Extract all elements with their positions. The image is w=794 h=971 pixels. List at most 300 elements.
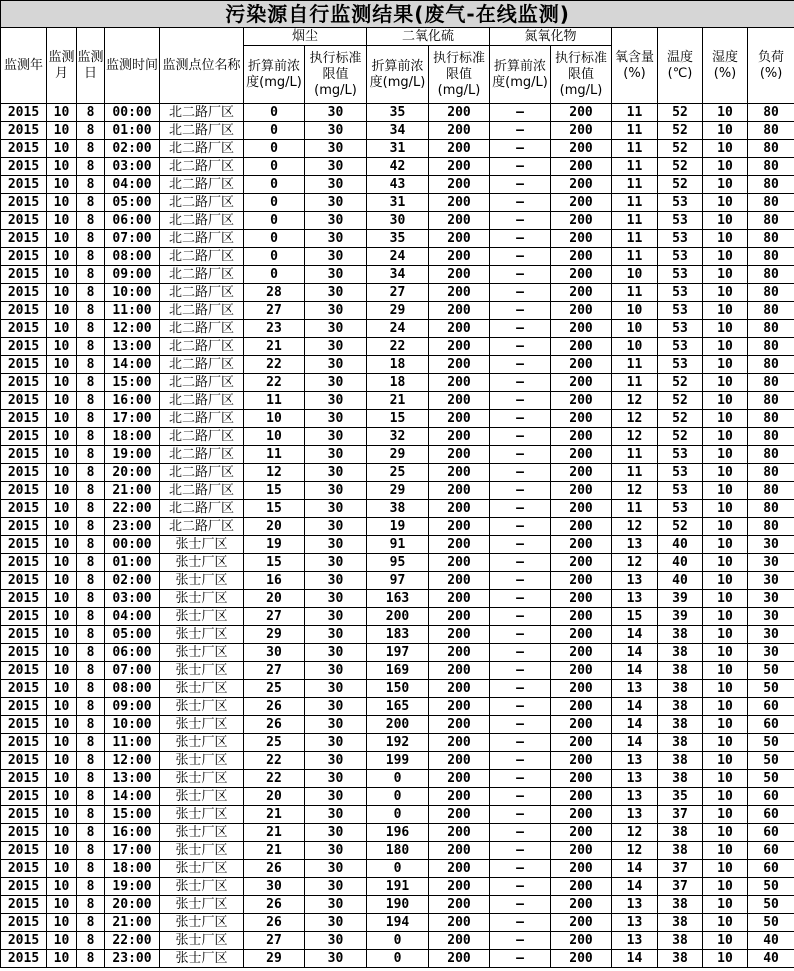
cell-nox-limit: 200 <box>551 266 612 284</box>
cell-nox-concentration: — <box>490 518 551 536</box>
cell-time: 04:00 <box>105 608 160 626</box>
cell-month: 10 <box>47 464 77 482</box>
cell-temperature: 38 <box>658 698 703 716</box>
cell-nox-concentration: — <box>490 302 551 320</box>
cell-day: 8 <box>77 914 105 932</box>
cell-year: 2015 <box>1 446 47 464</box>
cell-smoke-concentration: 28 <box>244 284 305 302</box>
cell-month: 10 <box>47 824 77 842</box>
table-row <box>1 302 794 320</box>
cell-site: 张士厂区 <box>160 806 244 824</box>
cell-time: 21:00 <box>105 914 160 932</box>
cell-day: 8 <box>77 248 105 266</box>
cell-year: 2015 <box>1 644 47 662</box>
cell-humidity: 10 <box>703 878 748 896</box>
cell-so2-concentration: 24 <box>367 248 429 266</box>
cell-month: 10 <box>47 914 77 932</box>
cell-temperature: 38 <box>658 914 703 932</box>
cell-so2-limit: 200 <box>429 320 490 338</box>
cell-month: 10 <box>47 356 77 374</box>
table-row <box>1 356 794 374</box>
cell-load: 80 <box>748 464 794 482</box>
cell-month: 10 <box>47 302 77 320</box>
cell-time: 01:00 <box>105 122 160 140</box>
cell-nox-concentration: — <box>490 338 551 356</box>
cell-year: 2015 <box>1 734 47 752</box>
cell-so2-limit: 200 <box>429 338 490 356</box>
cell-time: 06:00 <box>105 212 160 230</box>
header-smoke-group: 烟尘 <box>244 28 367 46</box>
cell-so2-concentration: 32 <box>367 428 429 446</box>
cell-nox-concentration: — <box>490 932 551 950</box>
cell-oxygen: 11 <box>612 284 658 302</box>
cell-smoke-limit: 30 <box>305 230 367 248</box>
table-row <box>1 338 794 356</box>
cell-day: 8 <box>77 752 105 770</box>
cell-month: 10 <box>47 950 77 968</box>
header-site: 监测点位名称 <box>160 28 244 104</box>
cell-so2-limit: 200 <box>429 932 490 950</box>
cell-day: 8 <box>77 590 105 608</box>
cell-year: 2015 <box>1 698 47 716</box>
cell-humidity: 10 <box>703 644 748 662</box>
cell-so2-limit: 200 <box>429 572 490 590</box>
cell-site: 北二路厂区 <box>160 194 244 212</box>
cell-smoke-concentration: 10 <box>244 428 305 446</box>
cell-load: 80 <box>748 194 794 212</box>
cell-temperature: 38 <box>658 770 703 788</box>
cell-so2-limit: 200 <box>429 266 490 284</box>
cell-smoke-limit: 30 <box>305 950 367 968</box>
cell-year: 2015 <box>1 212 47 230</box>
cell-so2-limit: 200 <box>429 356 490 374</box>
cell-humidity: 10 <box>703 284 748 302</box>
cell-day: 8 <box>77 176 105 194</box>
cell-temperature: 37 <box>658 860 703 878</box>
cell-humidity: 10 <box>703 410 748 428</box>
cell-temperature: 38 <box>658 644 703 662</box>
cell-so2-concentration: 190 <box>367 896 429 914</box>
cell-oxygen: 10 <box>612 320 658 338</box>
cell-oxygen: 12 <box>612 554 658 572</box>
cell-nox-limit: 200 <box>551 392 612 410</box>
cell-smoke-concentration: 26 <box>244 896 305 914</box>
cell-smoke-concentration: 27 <box>244 608 305 626</box>
cell-smoke-concentration: 27 <box>244 932 305 950</box>
cell-month: 10 <box>47 590 77 608</box>
cell-temperature: 53 <box>658 320 703 338</box>
cell-humidity: 10 <box>703 860 748 878</box>
cell-nox-concentration: — <box>490 680 551 698</box>
cell-smoke-limit: 30 <box>305 446 367 464</box>
cell-smoke-concentration: 11 <box>244 446 305 464</box>
cell-nox-concentration: — <box>490 122 551 140</box>
cell-so2-concentration: 180 <box>367 842 429 860</box>
cell-day: 8 <box>77 842 105 860</box>
cell-day: 8 <box>77 932 105 950</box>
cell-day: 8 <box>77 608 105 626</box>
cell-load: 80 <box>748 302 794 320</box>
cell-smoke-limit: 30 <box>305 662 367 680</box>
cell-time: 11:00 <box>105 302 160 320</box>
cell-so2-concentration: 34 <box>367 122 429 140</box>
cell-oxygen: 11 <box>612 194 658 212</box>
table-row <box>1 536 794 554</box>
cell-nox-concentration: — <box>490 464 551 482</box>
cell-so2-limit: 200 <box>429 194 490 212</box>
cell-site: 张士厂区 <box>160 554 244 572</box>
cell-so2-limit: 200 <box>429 374 490 392</box>
cell-day: 8 <box>77 356 105 374</box>
header-so2-concentration: 折算前浓度(mg/L) <box>367 46 429 104</box>
cell-humidity: 10 <box>703 374 748 392</box>
cell-time: 07:00 <box>105 230 160 248</box>
cell-humidity: 10 <box>703 194 748 212</box>
cell-month: 10 <box>47 392 77 410</box>
cell-smoke-limit: 30 <box>305 392 367 410</box>
cell-time: 08:00 <box>105 248 160 266</box>
cell-so2-limit: 200 <box>429 248 490 266</box>
cell-nox-concentration: — <box>490 590 551 608</box>
cell-smoke-limit: 30 <box>305 788 367 806</box>
cell-month: 10 <box>47 770 77 788</box>
cell-load: 80 <box>748 140 794 158</box>
cell-nox-limit: 200 <box>551 158 612 176</box>
cell-so2-concentration: 29 <box>367 482 429 500</box>
cell-smoke-concentration: 12 <box>244 464 305 482</box>
cell-time: 01:00 <box>105 554 160 572</box>
cell-month: 10 <box>47 338 77 356</box>
table-row <box>1 662 794 680</box>
cell-so2-concentration: 169 <box>367 662 429 680</box>
cell-oxygen: 11 <box>612 464 658 482</box>
cell-so2-limit: 200 <box>429 824 490 842</box>
cell-load: 60 <box>748 842 794 860</box>
cell-year: 2015 <box>1 230 47 248</box>
cell-so2-limit: 200 <box>429 428 490 446</box>
cell-nox-concentration: — <box>490 914 551 932</box>
cell-smoke-limit: 30 <box>305 194 367 212</box>
cell-day: 8 <box>77 122 105 140</box>
cell-oxygen: 13 <box>612 914 658 932</box>
cell-month: 10 <box>47 626 77 644</box>
cell-year: 2015 <box>1 716 47 734</box>
cell-year: 2015 <box>1 878 47 896</box>
cell-so2-limit: 200 <box>429 392 490 410</box>
cell-load: 80 <box>748 104 794 122</box>
cell-year: 2015 <box>1 950 47 968</box>
cell-so2-concentration: 29 <box>367 302 429 320</box>
cell-year: 2015 <box>1 806 47 824</box>
cell-smoke-limit: 30 <box>305 824 367 842</box>
cell-nox-limit: 200 <box>551 482 612 500</box>
cell-day: 8 <box>77 158 105 176</box>
cell-oxygen: 11 <box>612 176 658 194</box>
cell-day: 8 <box>77 410 105 428</box>
cell-site: 北二路厂区 <box>160 320 244 338</box>
cell-temperature: 53 <box>658 248 703 266</box>
cell-so2-concentration: 0 <box>367 860 429 878</box>
table-row <box>1 950 794 968</box>
cell-load: 30 <box>748 572 794 590</box>
cell-so2-limit: 200 <box>429 446 490 464</box>
cell-month: 10 <box>47 806 77 824</box>
cell-temperature: 53 <box>658 356 703 374</box>
cell-year: 2015 <box>1 770 47 788</box>
cell-smoke-concentration: 0 <box>244 212 305 230</box>
table-row <box>1 842 794 860</box>
cell-so2-concentration: 25 <box>367 464 429 482</box>
cell-humidity: 10 <box>703 770 748 788</box>
cell-so2-limit: 200 <box>429 950 490 968</box>
cell-so2-concentration: 97 <box>367 572 429 590</box>
cell-nox-concentration: — <box>490 554 551 572</box>
cell-site: 北二路厂区 <box>160 518 244 536</box>
cell-month: 10 <box>47 518 77 536</box>
cell-nox-limit: 200 <box>551 284 612 302</box>
cell-time: 05:00 <box>105 194 160 212</box>
cell-humidity: 10 <box>703 788 748 806</box>
cell-site: 张士厂区 <box>160 752 244 770</box>
cell-nox-limit: 200 <box>551 716 612 734</box>
cell-smoke-limit: 30 <box>305 428 367 446</box>
cell-smoke-limit: 30 <box>305 482 367 500</box>
cell-year: 2015 <box>1 824 47 842</box>
cell-smoke-limit: 30 <box>305 284 367 302</box>
cell-oxygen: 13 <box>612 752 658 770</box>
cell-smoke-limit: 30 <box>305 608 367 626</box>
cell-oxygen: 13 <box>612 806 658 824</box>
table-row <box>1 158 794 176</box>
cell-nox-limit: 200 <box>551 446 612 464</box>
cell-oxygen: 10 <box>612 338 658 356</box>
cell-day: 8 <box>77 212 105 230</box>
cell-so2-limit: 200 <box>429 590 490 608</box>
cell-humidity: 10 <box>703 428 748 446</box>
header-nox-concentration: 折算前浓度(mg/L) <box>490 46 551 104</box>
cell-time: 13:00 <box>105 770 160 788</box>
cell-humidity: 10 <box>703 824 748 842</box>
table-row <box>1 752 794 770</box>
cell-month: 10 <box>47 104 77 122</box>
cell-year: 2015 <box>1 374 47 392</box>
cell-month: 10 <box>47 374 77 392</box>
cell-month: 10 <box>47 662 77 680</box>
cell-so2-concentration: 18 <box>367 356 429 374</box>
cell-year: 2015 <box>1 284 47 302</box>
table-row <box>1 590 794 608</box>
cell-so2-concentration: 165 <box>367 698 429 716</box>
cell-nox-concentration: — <box>490 104 551 122</box>
table-row <box>1 176 794 194</box>
cell-time: 02:00 <box>105 140 160 158</box>
cell-year: 2015 <box>1 428 47 446</box>
cell-so2-limit: 200 <box>429 212 490 230</box>
cell-humidity: 10 <box>703 266 748 284</box>
cell-year: 2015 <box>1 896 47 914</box>
cell-site: 张士厂区 <box>160 860 244 878</box>
cell-day: 8 <box>77 950 105 968</box>
cell-month: 10 <box>47 176 77 194</box>
cell-oxygen: 11 <box>612 356 658 374</box>
cell-temperature: 53 <box>658 230 703 248</box>
cell-month: 10 <box>47 122 77 140</box>
cell-site: 北二路厂区 <box>160 428 244 446</box>
cell-nox-limit: 200 <box>551 356 612 374</box>
cell-year: 2015 <box>1 680 47 698</box>
cell-so2-concentration: 0 <box>367 806 429 824</box>
table-row <box>1 230 794 248</box>
cell-oxygen: 13 <box>612 590 658 608</box>
cell-site: 张士厂区 <box>160 788 244 806</box>
cell-day: 8 <box>77 374 105 392</box>
cell-smoke-concentration: 15 <box>244 500 305 518</box>
cell-nox-limit: 200 <box>551 824 612 842</box>
cell-so2-concentration: 183 <box>367 626 429 644</box>
cell-smoke-limit: 30 <box>305 680 367 698</box>
cell-temperature: 38 <box>658 680 703 698</box>
cell-temperature: 52 <box>658 140 703 158</box>
cell-smoke-limit: 30 <box>305 806 367 824</box>
cell-so2-limit: 200 <box>429 914 490 932</box>
cell-oxygen: 14 <box>612 698 658 716</box>
cell-day: 8 <box>77 716 105 734</box>
cell-temperature: 38 <box>658 662 703 680</box>
cell-time: 03:00 <box>105 158 160 176</box>
cell-oxygen: 12 <box>612 824 658 842</box>
cell-site: 张士厂区 <box>160 914 244 932</box>
header-nox-limit: 执行标准限值(mg/L) <box>551 46 612 104</box>
cell-temperature: 53 <box>658 284 703 302</box>
cell-so2-concentration: 196 <box>367 824 429 842</box>
cell-oxygen: 12 <box>612 428 658 446</box>
cell-day: 8 <box>77 194 105 212</box>
cell-smoke-concentration: 26 <box>244 716 305 734</box>
cell-year: 2015 <box>1 266 47 284</box>
cell-year: 2015 <box>1 464 47 482</box>
cell-smoke-limit: 30 <box>305 752 367 770</box>
cell-nox-limit: 200 <box>551 788 612 806</box>
cell-day: 8 <box>77 644 105 662</box>
table-row <box>1 572 794 590</box>
cell-month: 10 <box>47 500 77 518</box>
cell-load: 80 <box>748 176 794 194</box>
cell-so2-concentration: 21 <box>367 392 429 410</box>
cell-nox-limit: 200 <box>551 428 612 446</box>
cell-nox-limit: 200 <box>551 662 612 680</box>
cell-year: 2015 <box>1 860 47 878</box>
cell-nox-concentration: — <box>490 788 551 806</box>
cell-nox-concentration: — <box>490 284 551 302</box>
cell-so2-limit: 200 <box>429 878 490 896</box>
cell-site: 北二路厂区 <box>160 158 244 176</box>
cell-month: 10 <box>47 680 77 698</box>
cell-temperature: 53 <box>658 482 703 500</box>
cell-humidity: 10 <box>703 752 748 770</box>
cell-oxygen: 13 <box>612 572 658 590</box>
cell-temperature: 53 <box>658 338 703 356</box>
header-time: 监测时间 <box>105 28 160 104</box>
cell-time: 22:00 <box>105 500 160 518</box>
cell-nox-concentration: — <box>490 320 551 338</box>
cell-site: 北二路厂区 <box>160 374 244 392</box>
cell-oxygen: 11 <box>612 500 658 518</box>
cell-oxygen: 13 <box>612 770 658 788</box>
cell-nox-concentration: — <box>490 410 551 428</box>
cell-site: 北二路厂区 <box>160 500 244 518</box>
cell-temperature: 38 <box>658 716 703 734</box>
cell-nox-concentration: — <box>490 878 551 896</box>
cell-so2-concentration: 42 <box>367 158 429 176</box>
cell-nox-concentration: — <box>490 770 551 788</box>
cell-smoke-limit: 30 <box>305 770 367 788</box>
table-row <box>1 608 794 626</box>
table-row <box>1 320 794 338</box>
cell-humidity: 10 <box>703 482 748 500</box>
header-so2-limit: 执行标准限值(mg/L) <box>429 46 490 104</box>
cell-load: 80 <box>748 266 794 284</box>
table-row <box>1 248 794 266</box>
cell-time: 00:00 <box>105 536 160 554</box>
cell-year: 2015 <box>1 518 47 536</box>
table-row <box>1 212 794 230</box>
cell-temperature: 52 <box>658 104 703 122</box>
cell-smoke-concentration: 26 <box>244 860 305 878</box>
cell-nox-limit: 200 <box>551 104 612 122</box>
cell-humidity: 10 <box>703 158 748 176</box>
cell-site: 北二路厂区 <box>160 122 244 140</box>
cell-time: 09:00 <box>105 698 160 716</box>
cell-temperature: 52 <box>658 158 703 176</box>
cell-nox-concentration: — <box>490 482 551 500</box>
cell-time: 12:00 <box>105 752 160 770</box>
cell-so2-concentration: 43 <box>367 176 429 194</box>
cell-nox-limit: 200 <box>551 914 612 932</box>
table-row <box>1 140 794 158</box>
cell-so2-concentration: 191 <box>367 878 429 896</box>
cell-humidity: 10 <box>703 536 748 554</box>
cell-smoke-limit: 30 <box>305 734 367 752</box>
cell-oxygen: 12 <box>612 482 658 500</box>
cell-temperature: 52 <box>658 392 703 410</box>
cell-nox-limit: 200 <box>551 320 612 338</box>
cell-nox-limit: 200 <box>551 464 612 482</box>
cell-site: 北二路厂区 <box>160 248 244 266</box>
cell-humidity: 10 <box>703 302 748 320</box>
cell-oxygen: 13 <box>612 896 658 914</box>
cell-load: 60 <box>748 860 794 878</box>
cell-so2-limit: 200 <box>429 500 490 518</box>
cell-day: 8 <box>77 680 105 698</box>
cell-so2-concentration: 150 <box>367 680 429 698</box>
cell-day: 8 <box>77 698 105 716</box>
cell-smoke-concentration: 22 <box>244 356 305 374</box>
cell-month: 10 <box>47 284 77 302</box>
cell-load: 80 <box>748 284 794 302</box>
cell-load: 40 <box>748 950 794 968</box>
cell-nox-limit: 200 <box>551 860 612 878</box>
cell-load: 60 <box>748 788 794 806</box>
cell-time: 19:00 <box>105 878 160 896</box>
cell-load: 80 <box>748 212 794 230</box>
cell-so2-limit: 200 <box>429 302 490 320</box>
cell-year: 2015 <box>1 842 47 860</box>
cell-day: 8 <box>77 518 105 536</box>
cell-month: 10 <box>47 230 77 248</box>
cell-so2-concentration: 22 <box>367 338 429 356</box>
cell-load: 80 <box>748 320 794 338</box>
cell-load: 80 <box>748 428 794 446</box>
